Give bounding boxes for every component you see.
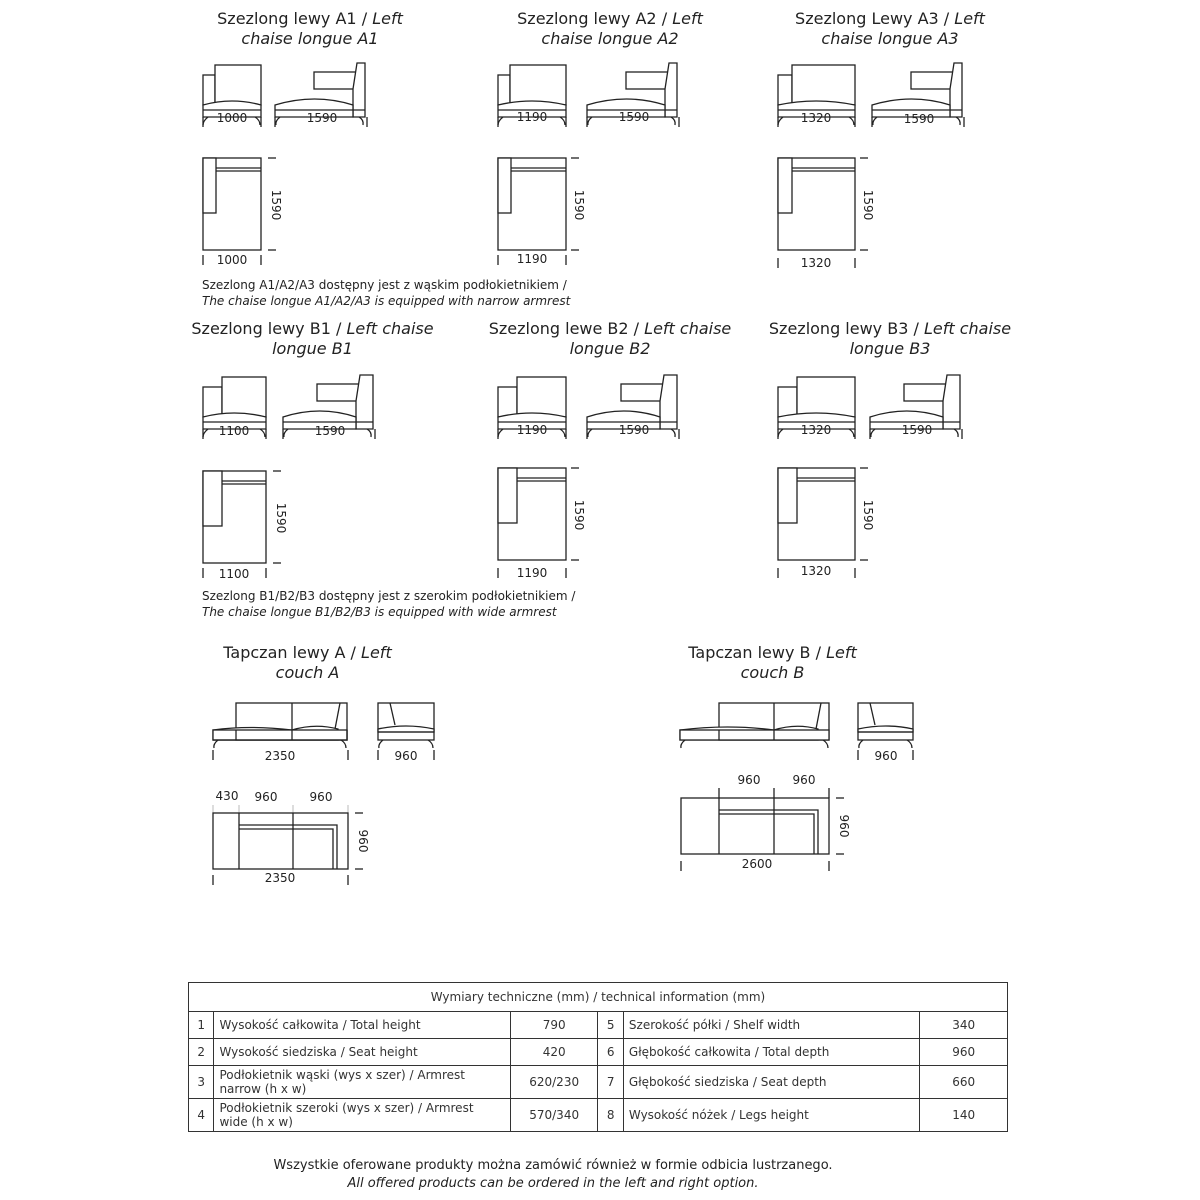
chaise-a2-title [490,9,730,49]
chaise-front-view [203,377,266,439]
dimension-label: 1100 [218,567,250,581]
dimension-label: 1590 [274,502,288,534]
note-en: The chaise longue A1/A2/A3 is equipped with narrow armrest [202,294,571,308]
chaise-side-view [283,375,375,439]
dimension-label: 1190 [516,566,548,580]
dimension-label: 960 [394,749,418,763]
dimension-label: 1590 [618,423,650,437]
row-number: 3 [189,1066,214,1099]
row-number: 7 [598,1066,623,1099]
row-label: Głębokość siedziska / Seat depth [623,1066,919,1099]
table-row [189,1039,1008,1066]
chaise-front-view [778,377,855,439]
chaise-front-view [778,65,855,127]
note-wide-armrest [202,588,575,620]
dimension-label: 1590 [572,189,586,221]
title-en: Left chaise [923,319,1012,338]
row-value: 570/340 [510,1099,598,1132]
dimension-label: 1590 [861,189,875,221]
dimension-label: 1590 [572,499,586,531]
footer-note [0,1157,1106,1193]
row-value: 960 [920,1039,1008,1066]
table-row [189,1012,1008,1039]
couch-front-view [680,703,829,748]
table-row [189,1066,1008,1099]
dimension-label: 1190 [516,110,548,124]
row-label: Wysokość siedziska / Seat height [214,1039,510,1066]
chaise-a2-front-side-views [495,60,695,130]
dimension-label: 960 [254,790,278,804]
row-number: 5 [598,1012,623,1039]
dimension-label: 1590 [618,110,650,124]
chaise-side-view [587,63,679,127]
dimension-label: 1320 [800,564,832,578]
couch-front-view [213,703,348,763]
dimension-label: 1590 [306,111,338,125]
table-header: Wymiary techniczne (mm) / technical information (mm) [189,983,1008,1012]
title-en: Left [672,9,703,28]
dimension-label: 1590 [269,189,283,221]
chaise-a1-top-view [200,155,290,270]
couch-side-view [378,703,434,763]
note-pl: Szezlong A1/A2/A3 dostępny jest z wąskim podłokietnikiem / [202,278,567,292]
chaise-a3-front-side-views [775,60,975,130]
title-en: Left [826,643,857,662]
dimension-label: 1590 [903,112,935,126]
couch-a-top-view [210,785,390,890]
row-label: Podłokietnik wąski (wys x szer) / Armrest narrow (h x w) [214,1066,510,1099]
chaise-b1-top-view [200,468,300,583]
dimension-label: 1590 [861,499,875,531]
title-en: Left chaise [346,319,434,338]
note-narrow-armrest [202,277,570,309]
chaise-side-view [587,375,679,439]
row-value: 340 [920,1012,1008,1039]
title-en: longue B3 [849,339,931,358]
dimension-label: 2600 [741,857,773,871]
dimension-label: 1590 [314,424,346,438]
couch-b-top-view [678,768,868,878]
dimension-label: 960 [737,773,761,787]
dimension-label: 960 [356,829,370,853]
row-value: 140 [920,1099,1008,1132]
dimension-label: 960 [309,790,333,804]
row-number: 1 [189,1012,214,1039]
title-pl: Szezlong lewy B1 / [191,319,342,338]
chaise-b2-title [475,319,745,359]
chaise-a1-title [190,9,430,49]
note-pl: Szezlong B1/B2/B3 dostępny jest z szerokim podłokietnikiem / [202,589,576,603]
footer-pl: Wszystkie oferowane produkty można zamówić również w formie odbicia lustrzanego. [273,1158,833,1173]
row-label: Szerokość półki / Shelf width [623,1012,919,1039]
technical-info-table [188,982,1008,1132]
table-header-row [189,983,1008,1012]
title-pl: Szezlong lewy A2 / [517,9,668,28]
chaise-side-view [275,63,367,127]
dimension-label: 1190 [516,252,548,266]
title-en: chaise longue A1 [241,29,379,48]
dimension-label: 1100 [218,424,250,438]
chaise-b3-top-view [775,465,885,585]
title-pl: Szezlong lewe B2 / [488,319,640,338]
chaise-front-view [203,65,261,127]
row-label: Podłokietnik szeroki (wys x szer) / Armrest wide (h x w) [214,1099,510,1132]
dimension-label: 960 [837,814,851,838]
title-pl: Tapczan lewy A / [223,643,356,662]
chaise-b3-title [755,319,1025,359]
chaise-a1-front-side-views [200,60,380,130]
dimension-label: 1190 [516,423,548,437]
dimension-label: 430 [215,789,239,803]
title-en: chaise longue A3 [821,29,959,48]
title-en: couch B [740,663,805,682]
footer-en: All offered products can be ordered in the left and right option. [347,1176,759,1191]
dimension-label: 1320 [800,423,832,437]
row-number: 4 [189,1099,214,1132]
row-label: Głębokość całkowita / Total depth [623,1039,919,1066]
dimension-label: 960 [874,749,898,763]
dimension-label: 1000 [216,111,248,125]
chaise-b1-front-side-views [200,372,390,442]
row-value: 620/230 [510,1066,598,1099]
chaise-b1-title [180,319,445,359]
dimension-label: 1590 [901,423,933,437]
chaise-b2-front-side-views [495,372,695,442]
title-en: Left [954,9,985,28]
title-en: longue B2 [569,339,651,358]
row-value: 660 [920,1066,1008,1099]
chaise-side-view [872,63,964,127]
title-en: Left [361,643,392,662]
title-en: couch A [275,663,340,682]
row-label: Wysokość nóżek / Legs height [623,1099,919,1132]
dimension-label: 2350 [264,871,296,885]
title-en: chaise longue A2 [541,29,679,48]
chaise-a3-top-view [775,155,885,275]
table-row [189,1099,1008,1132]
couch-b-front-side-views [678,700,938,770]
chaise-front-view [498,377,566,439]
row-number: 6 [598,1039,623,1066]
couch-side-view [858,703,913,763]
chaise-a3-title [770,9,1010,49]
chaise-b2-top-view [495,465,595,585]
chaise-b3-front-side-views [775,372,975,442]
title-pl: Szezlong lewy A1 / [217,9,368,28]
chaise-front-view [498,65,566,127]
note-en: The chaise longue B1/B2/B3 is equipped with wide armrest [202,605,557,619]
couch-a-title [195,643,420,683]
title-pl: Szezlong Lewy A3 / [795,9,950,28]
dimension-label: 1320 [800,111,832,125]
dimension-label: 2350 [264,749,296,763]
couch-b-title [660,643,885,683]
row-value: 420 [510,1039,598,1066]
row-number: 2 [189,1039,214,1066]
dimension-label: 960 [792,773,816,787]
title-pl: Szezlong lewy B3 / [768,319,919,338]
title-en: Left [372,9,403,28]
title-pl: Tapczan lewy B / [688,643,821,662]
chaise-a2-top-view [495,155,595,270]
chaise-side-view [870,375,962,439]
title-en: longue B1 [272,339,353,358]
dimension-label: 1320 [800,256,832,270]
couch-a-front-side-views [210,700,450,770]
row-number: 8 [598,1099,623,1132]
dimension-label: 1000 [216,253,248,267]
row-value: 790 [510,1012,598,1039]
row-label: Wysokość całkowita / Total height [214,1012,510,1039]
title-en: Left chaise [644,319,732,338]
